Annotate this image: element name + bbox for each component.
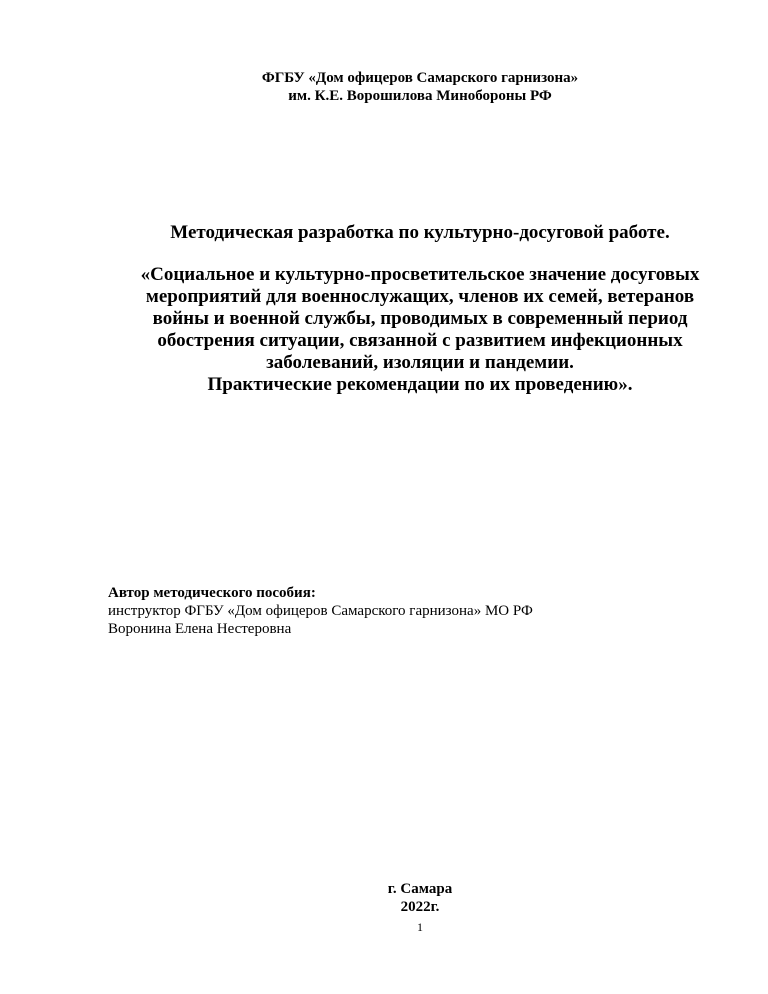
subject-line-4: обострения ситуации, связанной с развитием инфекционных (157, 330, 683, 351)
subject-line-5: заболеваний, изоляции и пандемии. (266, 352, 574, 373)
subject-line-6: Практические рекомендации по их проведению». (207, 374, 633, 395)
year: 2022г. (400, 899, 440, 915)
organization-name-line-2: им. К.Е. Ворошилова Минобороны РФ (288, 88, 552, 104)
organization-name-line-1: ФГБУ «Дом офицеров Самарского гарнизона» (261, 70, 579, 86)
author-position: инструктор ФГБУ «Дом офицеров Самарского гарнизона» МО РФ (108, 603, 533, 619)
organization-header (0, 69, 768, 105)
place-and-year (0, 880, 768, 916)
document-subject (100, 264, 740, 396)
city: г. Самара (387, 881, 453, 897)
page-number: 1 (417, 920, 423, 934)
author-block (108, 584, 728, 638)
subject-line-3: войны и военной службы, проводимых в современный период (152, 308, 688, 329)
subject-line-1: «Социальное и культурно-просветительское значение досуговых (140, 264, 700, 285)
author-name: Воронина Елена Нестеровна (108, 621, 292, 637)
document-title: Методическая разработка по культурно-досуговой работе. (170, 222, 670, 243)
subject-line-2: мероприятий для военнослужащих, членов их семей, ветеранов (145, 286, 695, 307)
author-heading: Автор методического пособия: (108, 585, 316, 601)
